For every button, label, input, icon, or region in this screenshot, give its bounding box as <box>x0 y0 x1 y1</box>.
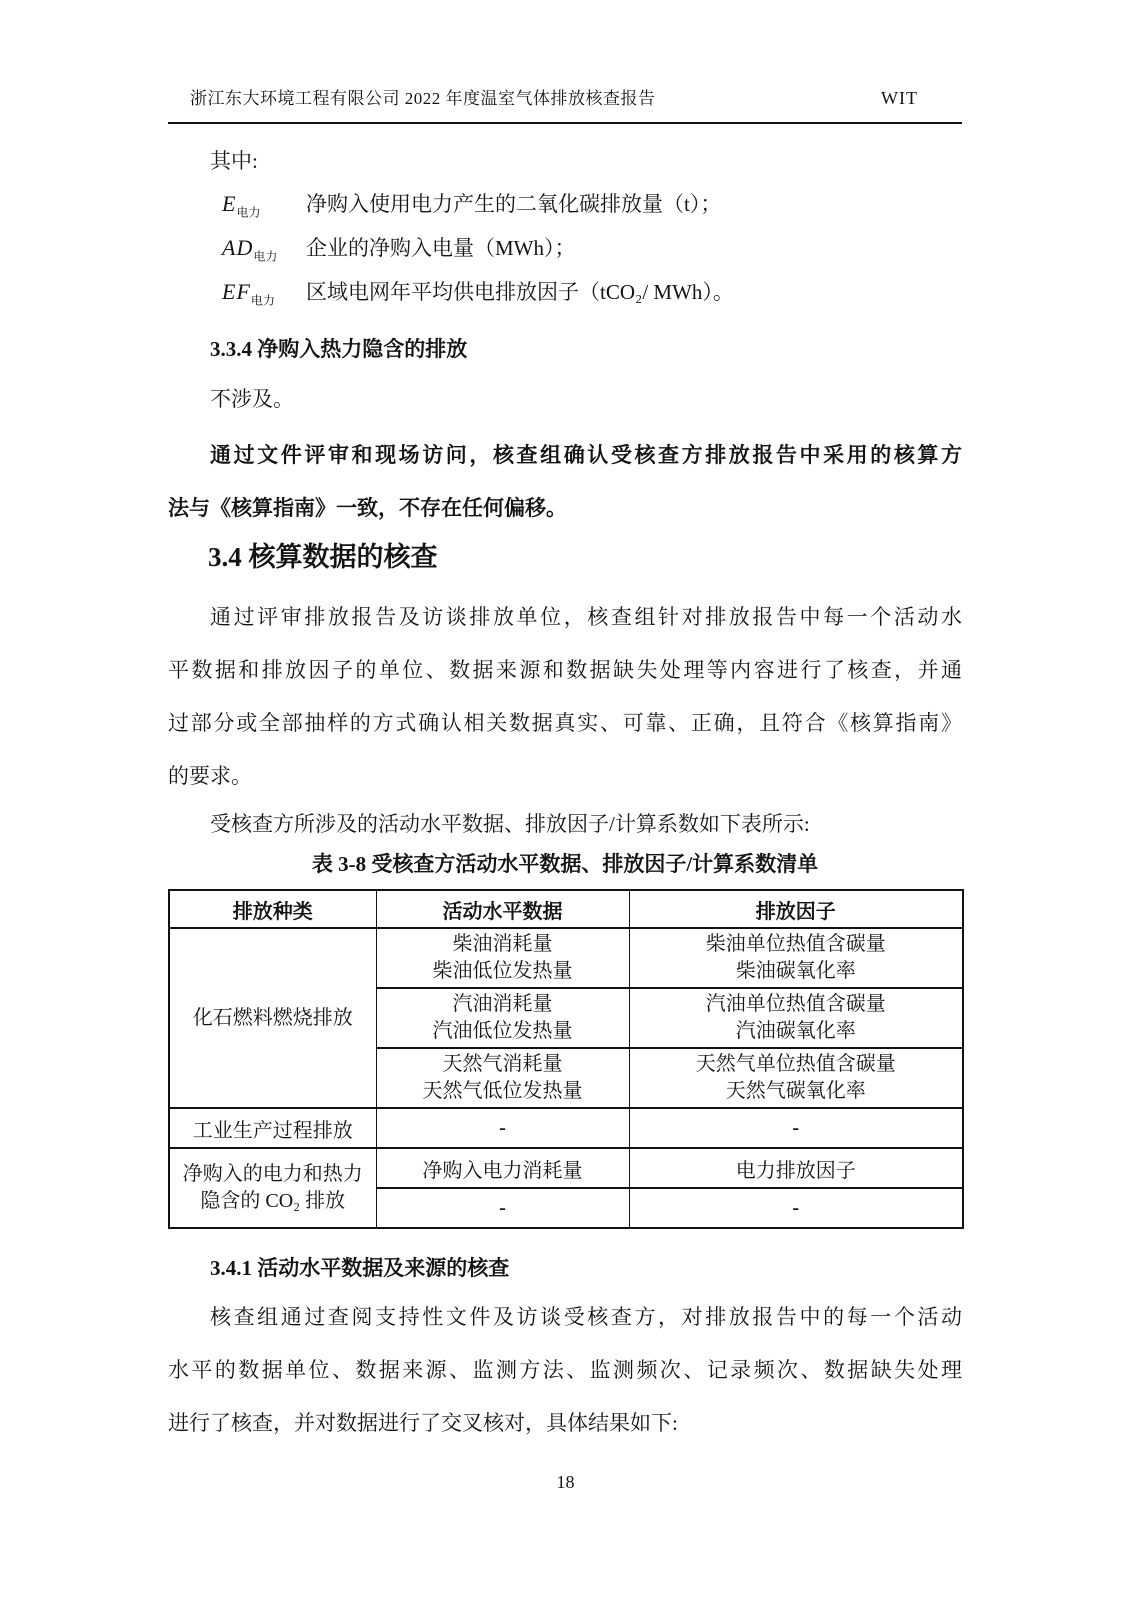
cell-text: 柴油单位热值含碳量 <box>705 933 886 955</box>
paragraph-line: 进行了核查，并对数据进行了交叉核对，具体结果如下: <box>168 1411 678 1435</box>
symbol-ef-letter: EF <box>222 279 251 304</box>
paragraph-line: 水平的数据单位、数据来源、监测方法、监测频次、记录频次、数据缺失处理 <box>168 1358 962 1382</box>
table-3-8 <box>168 889 964 1229</box>
paragraph-line: 通过文件评审和现场访问，核查组确认受核查方排放报告中采用的核算方 <box>210 443 962 467</box>
table-row-industrial-process <box>169 1108 963 1148</box>
cell-text: 汽油低位发热量 <box>432 1020 573 1042</box>
table-caption: 表 3-8 受核查方活动水平数据、排放因子/计算系数清单 <box>311 852 819 876</box>
symbol-e <box>222 191 306 220</box>
cell-activity-natural-gas <box>376 1048 629 1108</box>
symbol-ef-subscript: 电力 <box>250 293 275 308</box>
cell-text: 汽油碳氧化率 <box>735 1020 856 1042</box>
wit-logo: WIT <box>881 88 918 108</box>
paragraph-line: 过部分或全部抽样的方式确认相关数据真实、可靠、正确，且符合《核算指南》 <box>168 711 962 735</box>
paragraph-line: 通过评审排放报告及访谈排放单位，核查组针对排放报告中每一个活动水 <box>210 605 962 629</box>
symbol-e-subscript: 电力 <box>236 205 261 220</box>
cell-text: 汽油单位热值含碳量 <box>705 993 886 1015</box>
cell-category-fossil-fuel <box>169 928 376 1108</box>
paragraph-line: 平数据和排放因子的单位、数据来源和数据缺失处理等内容进行了核查，并通 <box>168 658 962 682</box>
definition-row-ad <box>168 232 962 276</box>
section-3-4-1-paragraph <box>168 1291 962 1450</box>
cell-text: 天然气碳氧化率 <box>725 1080 866 1102</box>
table-row-purchased-electricity <box>169 1148 963 1188</box>
cell-activity-industrial-process: - <box>376 1108 629 1148</box>
cell-factor-diesel <box>629 928 963 988</box>
cell-text: 汽油消耗量 <box>452 993 553 1015</box>
cell-category-purchased-electricity <box>169 1148 376 1228</box>
heading-3-4-1: 3.4.1 活动水平数据及来源的核查 <box>210 1256 510 1280</box>
definition-e-text: 净购入使用电力产生的二氧化碳排放量（t）； <box>306 192 722 216</box>
cell-text: 天然气低位发热量 <box>422 1080 583 1102</box>
table-row-diesel <box>169 928 963 988</box>
cell-text: 柴油碳氧化率 <box>735 960 856 982</box>
cell-text: 化石燃料燃烧排放 <box>192 1006 353 1029</box>
cell-text: 柴油消耗量 <box>452 933 553 955</box>
col-header-emission-type: 排放种类 <box>169 890 376 928</box>
report-title: 浙江东大环境工程有限公司 2022 年度温室气体排放核查报告 <box>190 89 656 108</box>
cell-category-industrial-process: 工业生产过程排放 <box>169 1108 376 1148</box>
cell-text: 天然气消耗量 <box>442 1053 563 1075</box>
symbol-ad-subscript: 电力 <box>253 249 278 264</box>
section-3-4-paragraph <box>168 591 962 803</box>
paragraph-line: 的要求。 <box>168 764 252 788</box>
col-header-emission-factor: 排放因子 <box>629 890 963 928</box>
cell-factor-industrial-process: - <box>629 1108 963 1148</box>
conclusion-paragraph <box>168 429 962 535</box>
paragraph-line: 核查组通过查阅支持性文件及访谈受核查方，对排放报告中的每一个活动 <box>210 1305 962 1329</box>
cell-factor-gasoline <box>629 988 963 1048</box>
definition-row-ef <box>168 276 962 320</box>
symbol-definitions <box>168 188 962 320</box>
symbol-e-letter: E <box>222 191 237 216</box>
page-header <box>168 0 962 124</box>
page-number: 18 <box>556 1472 575 1492</box>
definition-row-e <box>168 188 962 232</box>
col-header-activity-data: 活动水平数据 <box>376 890 629 928</box>
cell-text: 隐含的 CO₂ 排放 <box>200 1190 346 1212</box>
paragraph-line: 法与《核算指南》一致，不存在任何偏移。 <box>168 496 567 520</box>
heading-3-4: 3.4 核算数据的核查 <box>208 542 438 572</box>
cell-factor-natural-gas <box>629 1048 963 1108</box>
cell-activity-purchased-electricity: 净购入电力消耗量 <box>376 1148 629 1188</box>
heading-3-3-4: 3.3.4 净购入热力隐含的排放 <box>210 337 468 361</box>
symbol-ad <box>222 235 306 264</box>
cell-text: 天然气单位热值含碳量 <box>695 1053 896 1075</box>
cell-factor-purchased-electricity: 电力排放因子 <box>629 1148 963 1188</box>
table-intro-text: 受核查方所涉及的活动水平数据、排放因子/计算系数如下表所示: <box>210 812 810 836</box>
cell-activity-gasoline <box>376 988 629 1048</box>
among-label: 其中: <box>210 149 258 173</box>
cell-factor-purchased-heat: - <box>629 1188 963 1228</box>
definition-ef-text: 区域电网年平均供电排放因子（tCO₂/ MWh）。 <box>306 280 734 304</box>
document-page <box>168 0 962 1450</box>
cell-text: 柴油低位发热量 <box>432 960 573 982</box>
cell-activity-diesel <box>376 928 629 988</box>
not-involved-text: 不涉及。 <box>210 387 294 411</box>
definition-ad-text: 企业的净购入电量（MWh）； <box>306 236 576 260</box>
table-header-row <box>169 890 963 928</box>
symbol-ad-letter: AD <box>222 235 254 260</box>
symbol-ef <box>222 279 306 308</box>
cell-text: 净购入的电力和热力 <box>182 1163 363 1185</box>
cell-activity-purchased-heat: - <box>376 1188 629 1228</box>
